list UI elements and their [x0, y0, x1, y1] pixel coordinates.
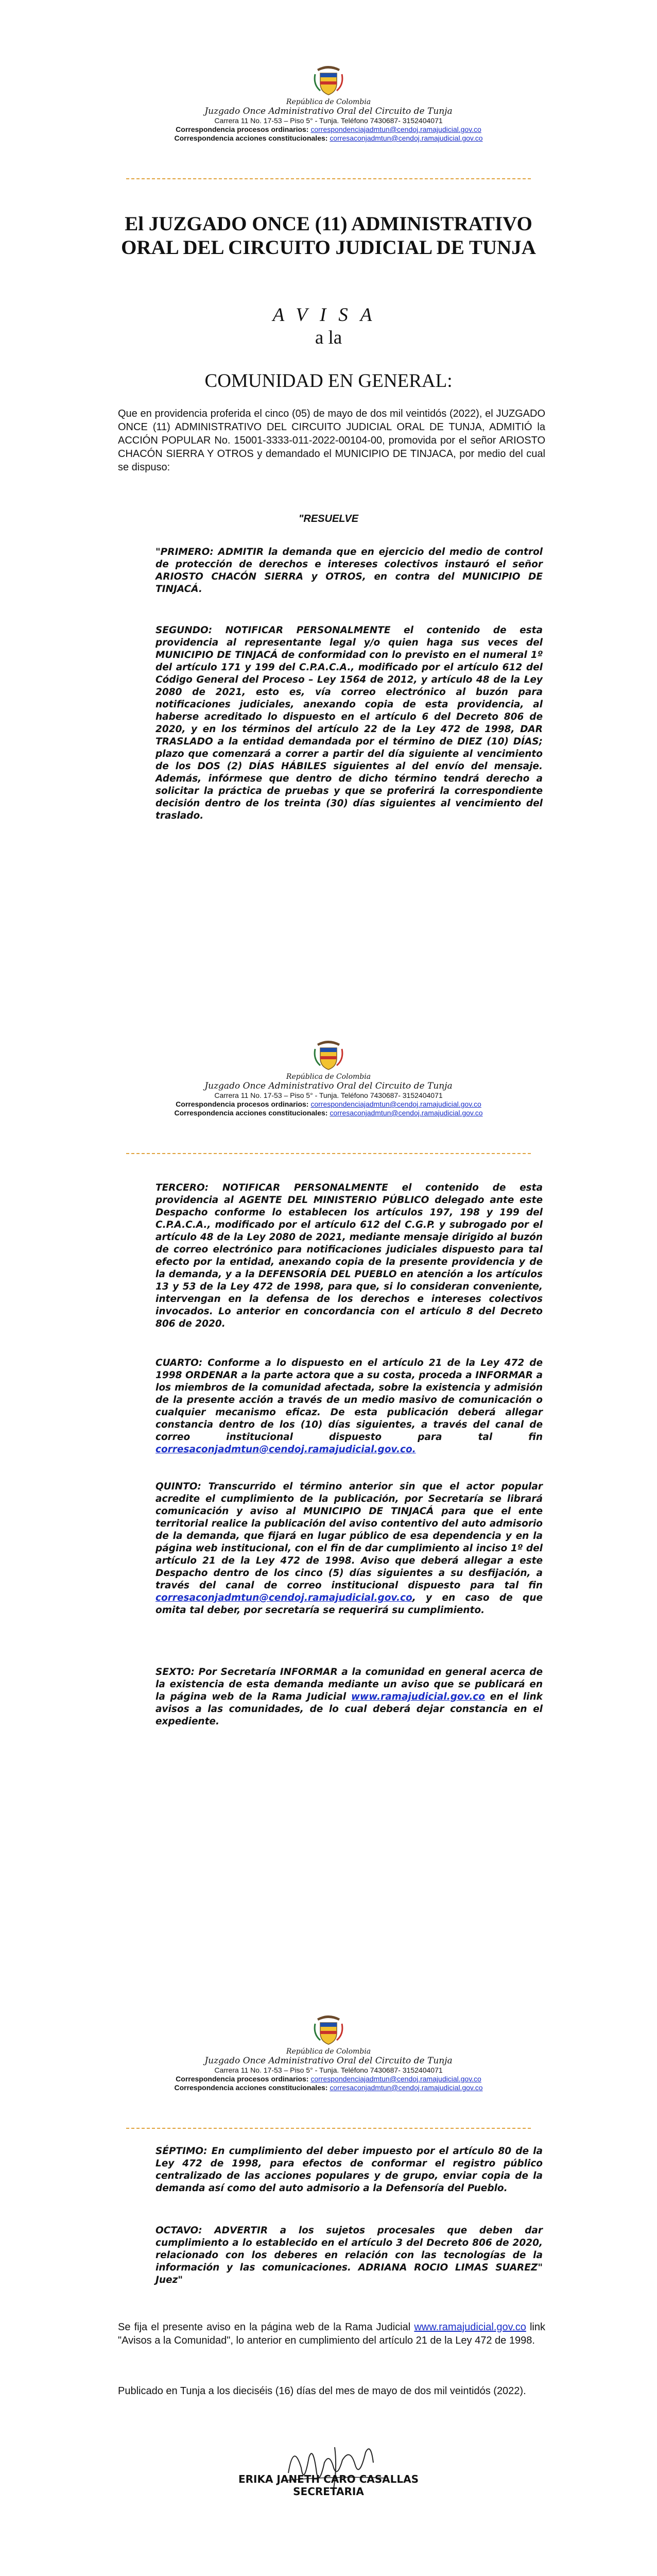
comunidad-heading: COMUNIDAD EN GENERAL: — [204, 370, 453, 392]
document-title — [0, 212, 657, 260]
cuarto-text: CUARTO: Conforme a lo dispuesto en el artículo 21 de la Ley 472 de 1998 ORDENAR a la parte actora que a su costa, proceda a INFORMAR a los miembros de la comunidad afectada, sobre la existencia y admisión de la presente acción a través de un medio masivo de comunicación o cualquier mecanismo eficaz. De esta publicación deberá allegar constancia dentro de los (10) días siguientes, a través del canal de correo institucional dispuesto para tal fin — [155, 1358, 543, 1443]
letterhead-page-1 — [0, 64, 657, 143]
correspondence-constitutional — [0, 1109, 657, 1117]
cuarto-email-link[interactable]: corresaconjadmtun@cendoj.ramajudicial.gov.co. — [155, 1444, 416, 1455]
fija-text: Se fija el presente aviso en la página web de la Rama Judicial — [118, 2321, 414, 2333]
corr-constitutional-email-link[interactable]: corresaconjadmtun@cendoj.ramajudicial.gov.co — [330, 134, 483, 142]
correspondence-ordinary — [0, 125, 657, 134]
avisa-heading: AVISA — [272, 304, 385, 326]
corr-constitutional-label: Correspondencia acciones constitucionales: — [174, 134, 328, 142]
court-address: Carrera 11 No. 17-53 – Piso 5° - Tunja. Teléfono 7430687- 3152404071 — [214, 116, 443, 125]
court-address: Carrera 11 No. 17-53 – Piso 5° - Tunja. Teléfono 7430687- 3152404071 — [214, 2066, 443, 2074]
primero-paragraph: "PRIMERO: ADMITIR la demanda que en ejercicio del medio de control de protección de derechos e intereses colectivos instauró el señor ARIOSTO CHACÓN SIERRA y OTROS, en contra del MUNICIPIO DE TINJACÁ. — [155, 547, 543, 595]
quinto-tail: , y en caso de que omita tal deber, por secretaría se requerirá su cumplimiento. — [155, 1592, 543, 1616]
header-divider — [126, 2128, 531, 2129]
court-name: Juzgado Once Administrativo Oral del Circuito de Tunja — [204, 2056, 453, 2066]
republica-text: República de Colombia — [286, 98, 371, 106]
colombia-coat-of-arms-icon — [313, 2013, 344, 2046]
header-divider — [126, 1153, 531, 1154]
corr-ordinary-label: Correspondencia procesos ordinarios: — [176, 2075, 309, 2083]
tercero-paragraph: TERCERO: NOTIFICAR PERSONALMENTE el contenido de esta providencia al AGENTE DEL MINISTERIO PÚBLICO delegado ante este Despacho conforme lo establecen los artículos 197, 198 y 199 del C.P.A.C.A., modificado por el artículo 612 del C.G.P. y subrogado por el artículo 48 de la Ley 2080 de 2021, mediante mensaje dirigido al buzón de correo electrónico para notificaciones judiciales dispuesto para tal efecto por la entidad, anexando copia de la presente providencia y de la demanda, y a la DEFENSORÍA DEL PUEBLO en atención a los artículos 13 y 53 de la Ley 472 de 1998, para que, si lo consideran conveniente, intervengan en la defensa de los derechos e intereses colectivos invocados. Lo anterior en concordancia con el artículo 8 del Decreto 806 de 2020. — [155, 1182, 543, 1329]
correspondence-ordinary — [0, 2075, 657, 2083]
corr-ordinary-email-link[interactable]: correspondenciajadmtun@cendoj.ramajudicial.gov.co — [310, 125, 481, 133]
colombia-coat-of-arms-icon — [313, 64, 344, 97]
letterhead-page-2 — [0, 1039, 657, 1117]
sexto-paragraph — [155, 1666, 543, 1728]
segundo-paragraph: SEGUNDO: NOTIFICAR PERSONALMENTE el contenido de esta providencia al representante legal y/o quien haga sus veces del MUNICIPIO DE TINJACÁ de conformidad con lo previsto en el numeral 1º del artículo 171 y 199 del C.P.A.C.A., modificado por el artículo 612 del Código General del Proceso – Ley 1564 de 2012, y artículo 48 de la Ley 2080 de 2021, esto es, vía correo electrónico al buzón para notificaciones judiciales, anexando copia de esta providencia, al haberse acreditado lo dispuesto en el artículo 6 del Decreto 806 de 2020, y en los términos del artículo 22 de la Ley 472 de 1998, DAR TRASLADO a la entidad demandada por el término de DIEZ (10) DÍAS; plazo que comenzará a correr a partir del día siguiente al vencimiento de los DOS (2) DÍAS HÁBILES siguientes al del envío del mensaje. Además, infórmese que dentro de dicho término tendrá derecho a solicitar la práctica de pruebas y que se proferirá la correspondiente decisión dentro de los treinta (30) días siguientes al vencimiento del traslado. — [155, 625, 543, 821]
a-la-text: a la — [315, 327, 342, 348]
signer-name: ERIKA JANETH CARO CASALLAS — [238, 2473, 419, 2485]
sexto-text: SEXTO: Por Secretaría INFORMAR a la comunidad en general acerca de la existencia de esta demanda mediante un aviso que se publicará en la página web de la Rama Judicial — [155, 1667, 543, 1702]
corr-constitutional-email-link[interactable]: corresaconjadmtun@cendoj.ramajudicial.gov.co — [330, 2083, 483, 2092]
title-line-1: El JUZGADO ONCE (11) ADMINISTRATIVO — [125, 213, 532, 235]
republica-text: República de Colombia — [286, 2047, 371, 2056]
republica-text: República de Colombia — [286, 1073, 371, 1081]
cuarto-paragraph — [155, 1357, 543, 1456]
letterhead-page-3 — [0, 2013, 657, 2092]
corr-constitutional-email-link[interactable]: corresaconjadmtun@cendoj.ramajudicial.gov.co — [330, 1109, 483, 1117]
septimo-paragraph: SÉPTIMO: En cumplimiento del deber impuesto por el artículo 80 de la Ley 472 de 1998, para efectos de conformar el registro público centralizado de las acciones populares y de grupo, enviar copia de la demanda así como del auto admisorio a la Defensoría del Pueblo. — [155, 2146, 543, 2194]
sexto-tail: en el link avisos a las comunidades, de lo cual deberá dejar constancia en el expediente. — [155, 1691, 543, 1727]
signer-role: SECRETARIA — [293, 2485, 364, 2498]
header-divider — [126, 178, 531, 179]
signature-block — [0, 2473, 657, 2498]
corr-ordinary-label: Correspondencia procesos ordinarios: — [176, 1100, 309, 1108]
corr-constitutional-label: Correspondencia acciones constitucionales: — [174, 1109, 328, 1117]
corr-ordinary-label: Correspondencia procesos ordinarios: — [176, 125, 309, 133]
court-name: Juzgado Once Administrativo Oral del Circuito de Tunja — [204, 106, 453, 116]
quinto-email-link[interactable]: corresaconjadmtun@cendoj.ramajudicial.gov.co — [155, 1592, 412, 1603]
colombia-coat-of-arms-icon — [313, 1039, 344, 1072]
court-name: Juzgado Once Administrativo Oral del Circuito de Tunja — [204, 1081, 453, 1091]
octavo-paragraph: OCTAVO: ADVERTIR a los sujetos procesales que deben dar cumplimiento a lo establecido en el artículo 3 del Decreto 806 de 2020, relacionado con los deberes en relación con las tecnologías de la información y las comunicaciones. ADRIANA ROCIO LIMAS SUAREZ" Juez" — [155, 2225, 543, 2285]
publicado-paragraph: Publicado en Tunja a los dieciséis (16) días del mes de mayo de dos mil veintidós (2022). — [118, 2385, 526, 2397]
corr-ordinary-email-link[interactable]: correspondenciajadmtun@cendoj.ramajudicial.gov.co — [310, 1100, 481, 1108]
fija-paragraph — [118, 2320, 545, 2347]
intro-paragraph: Que en providencia proferida el cinco (05) de mayo de dos mil veintidós (2022), el JUZGADO ONCE (11) ADMINISTRATIVO DEL CIRCUITO JUDICIAL ORAL DE TUNJA, ADMITIÓ la ACCIÓN POPULAR No. 15001-3333-011-2022-00104-00, promovida por el señor ARIOSTO CHACÓN SIERRA Y OTROS y demandado el MUNICIPIO DE TINJACA, por medio del cual se dispuso: — [118, 408, 545, 473]
correspondence-ordinary — [0, 1100, 657, 1109]
resuelve-heading: "RESUELVE — [298, 513, 359, 524]
fija-link[interactable]: www.ramajudicial.gov.co — [414, 2321, 526, 2333]
fija-tail: link "Avisos a la Comunidad", lo anterior en cumplimiento del artículo 21 de la Ley 472 de 1998. — [118, 2321, 545, 2346]
corr-constitutional-label: Correspondencia acciones constitucionales: — [174, 2083, 328, 2092]
correspondence-constitutional — [0, 134, 657, 143]
quinto-paragraph — [155, 1481, 543, 1617]
correspondence-constitutional — [0, 2083, 657, 2092]
corr-ordinary-email-link[interactable]: correspondenciajadmtun@cendoj.ramajudicial.gov.co — [310, 2075, 481, 2083]
quinto-text: QUINTO: Transcurrido el término anterior sin que el actor popular acredite el cumplimiento de la publicación, por Secretaría se librará comunicación y aviso al MUNICIPIO DE TINJACÁ para que el ente territorial realice la publicación del aviso contentivo del auto admisorio de la demanda, que fijará en lugar público de esa dependencia y en la página web institucional, con el fin de dar cumplimiento al inciso 1º del artículo 21 de la Ley 472 de 1998. Aviso que deberá allegar a este Despacho dentro de los cinco (5) días siguientes a su desfijación, a través del canal de correo institucional dispuesto para tal fin — [155, 1481, 543, 1591]
court-address: Carrera 11 No. 17-53 – Piso 5° - Tunja. Teléfono 7430687- 3152404071 — [214, 1091, 443, 1099]
sexto-link[interactable]: www.ramajudicial.gov.co — [351, 1691, 485, 1702]
title-line-2: ORAL DEL CIRCUITO JUDICIAL DE TUNJA — [121, 236, 536, 259]
